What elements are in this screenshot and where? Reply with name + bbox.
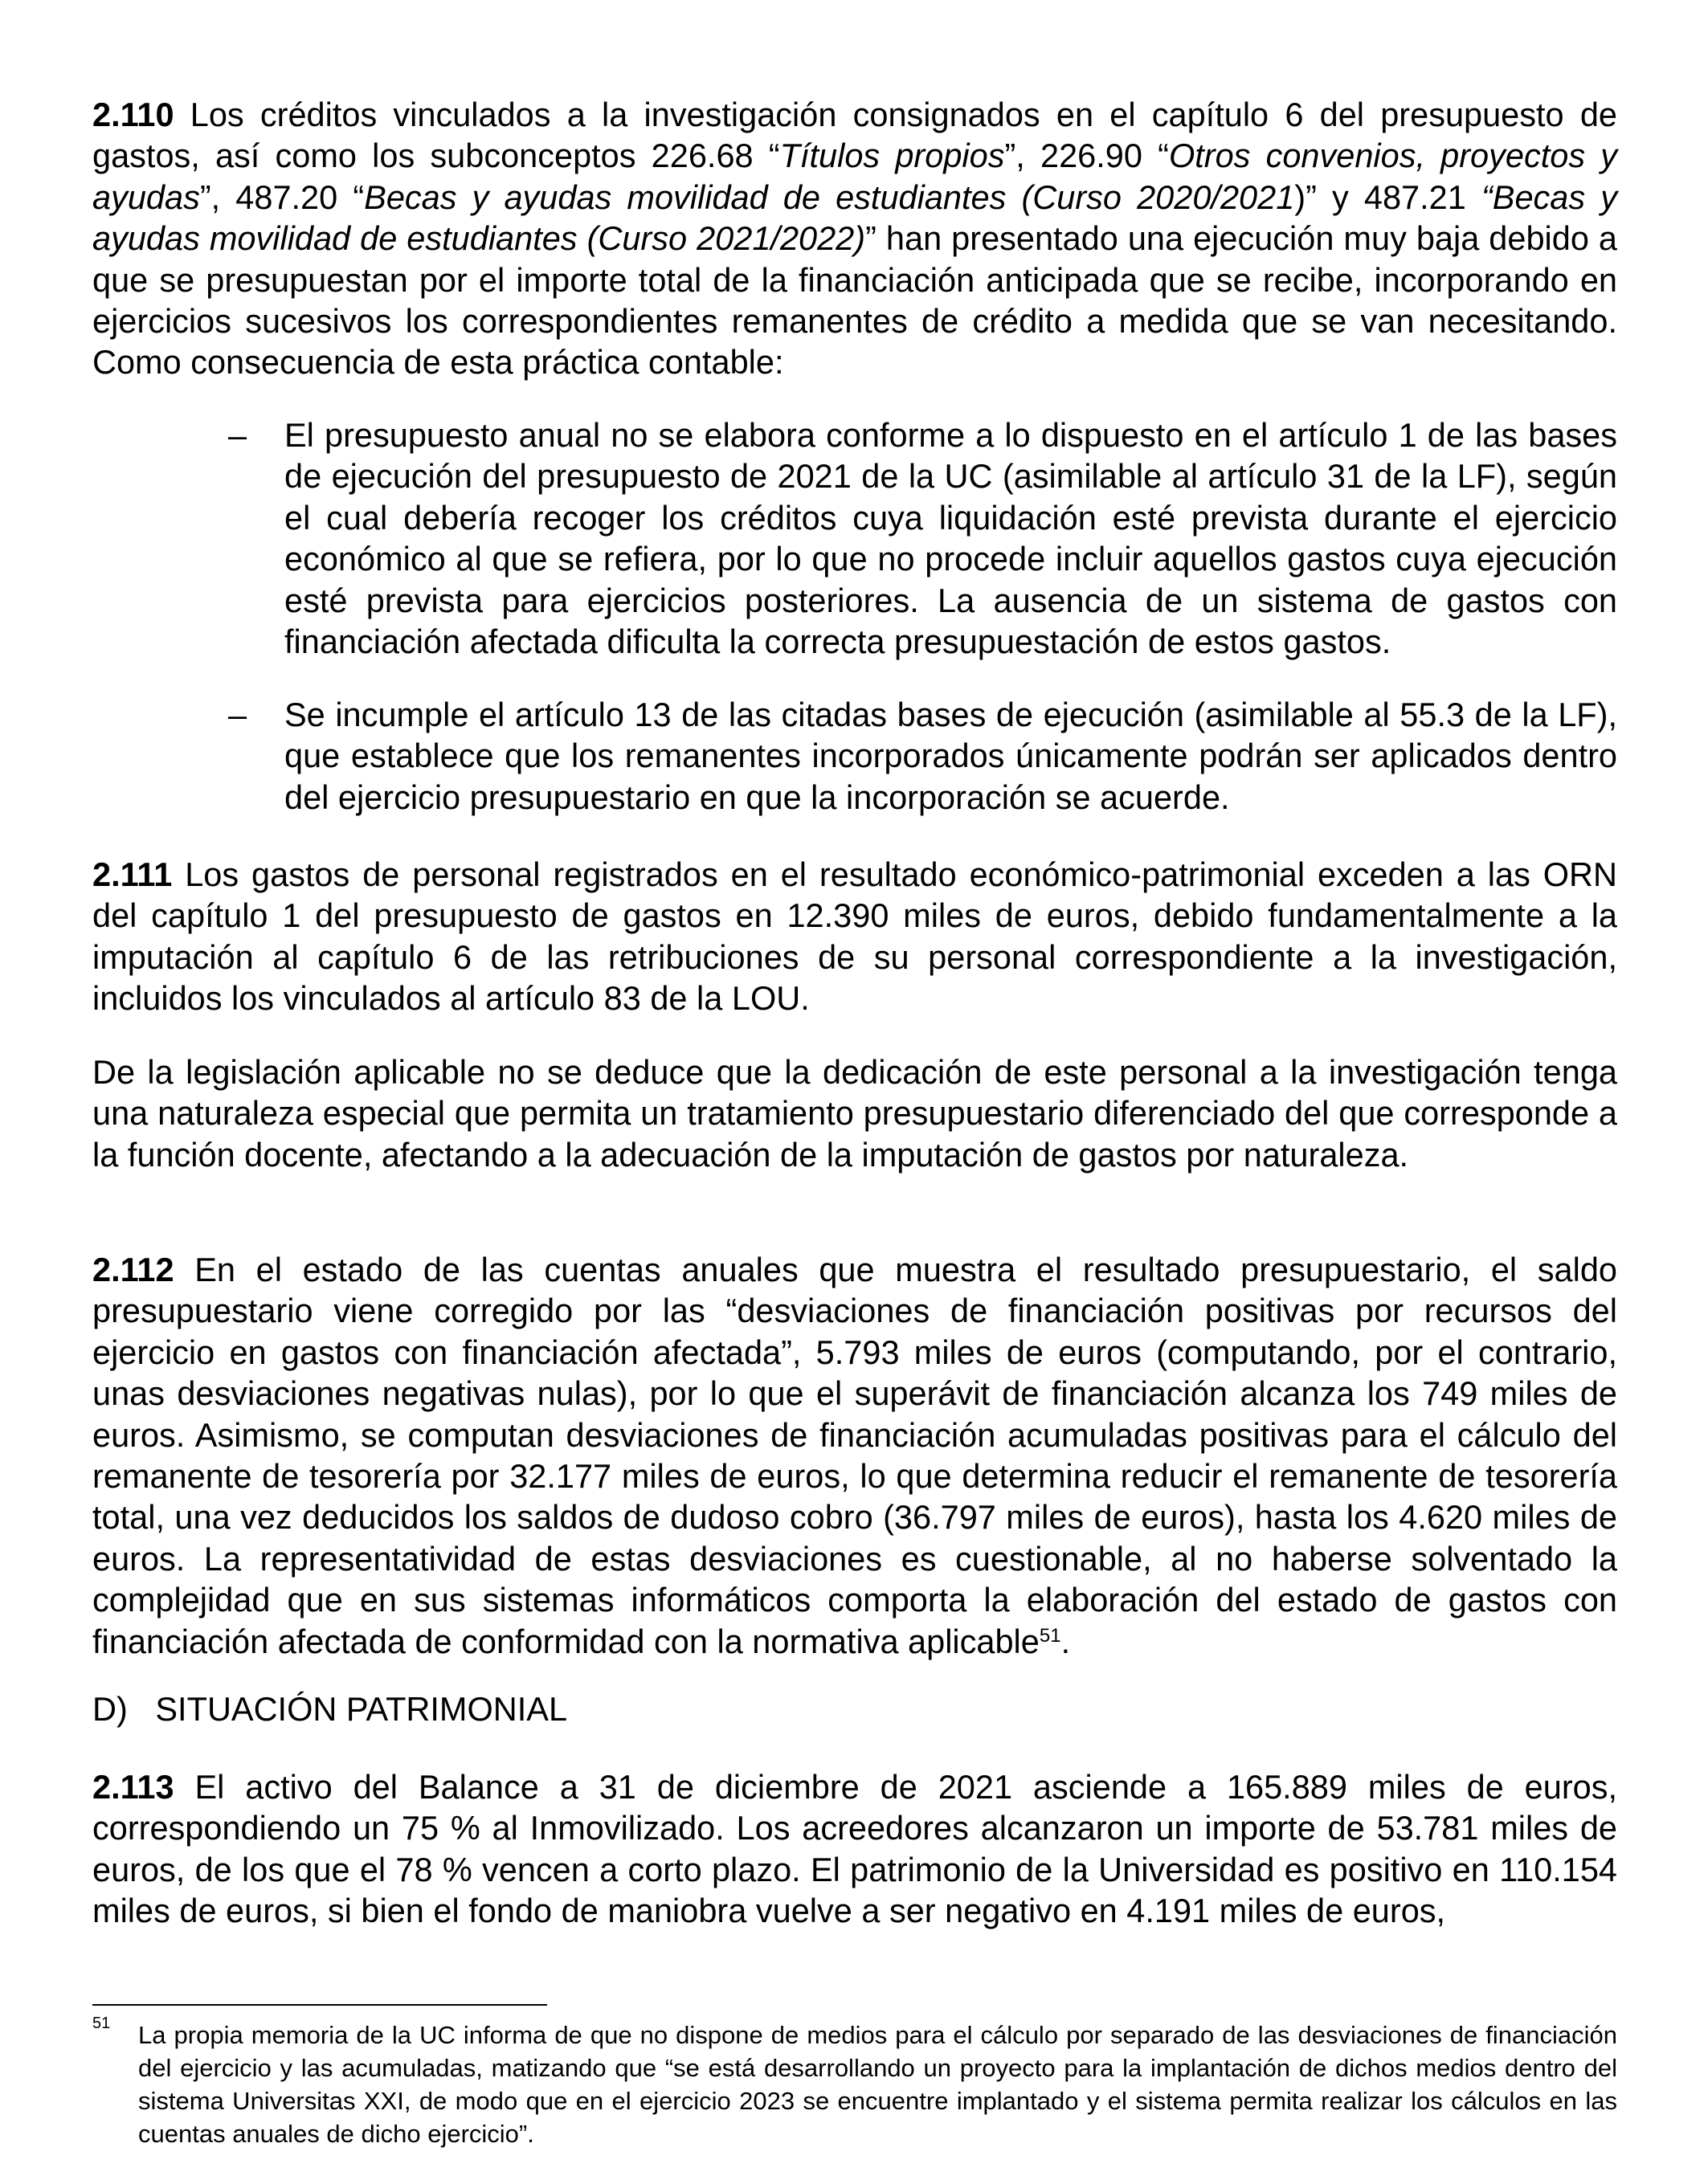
text: Los créditos vinculados a la investigación consignados en el capítulo 6 del presupuesto de gastos, así como los subconceptos 226.68 “: [92, 96, 1617, 175]
footnote-number: 51: [92, 2015, 111, 2032]
text: ” han presentado una ejecución muy baja debido a que se presupuestan por el importe total de la financiación anticipada que se recibe, incorporando en ejercicios sucesivos los correspondientes remanentes de crédito a medida que se van necesitando. Como consecuencia de esta práctica contable:: [92, 219, 1618, 382]
text: En el estado de las cuentas anuales que muestra el resultado presupuestario, el saldo presupuestario viene corregido por las “desviaciones de financiación positivas por recursos del ejercicio en gastos con financiación afectada”, 5.793 miles de euros (computando, por el contrario, unas desviaciones negativas nulas), por lo que el superávit de financiación alcanza los 749 miles de euros. Asimismo, se computan desviaciones de financiación acumuladas positivas para el cálculo del remanente de tesorería por 32.177 miles de euros, lo que determina reducir el remanente de tesorería total, una vez deducidos los saldos de dudoso cobro (36.797 miles de euros), hasta los 4.620 miles de euros. La representatividad de estas desviaciones es cuestionable, al no haberse solventado la complejidad que en sus sistemas informáticos comporta la elaboración del estado de gastos con financiación afectada de conformidad con la normativa aplicable: [92, 1251, 1617, 1660]
list-item: Se incumple el artículo 13 de las citadas bases de ejecución (asimilable al 55.3 de la LF), que establece que los remanentes incorporados únicamente podrán ser aplicados dentro del ejercicio presupuestario en que la incorporación se acuerde.: [284, 696, 1617, 816]
text: .: [1060, 1622, 1071, 1660]
footnote-text: La propia memoria de la UC informa de que no dispone de medios para el cálculo por separado de las desviaciones de financiación del ejercicio y las acumuladas, matizando que “se está desarrollando un proyecto para la implantación de dichos medios dentro del sistema Universitas XXI, de modo que en el ejercicio 2023 se encuentre implantado y el sistema permita realizar los cálculos en las cuentas anuales de dicho ejercicio”.: [138, 2021, 1617, 2148]
footnote-reference[interactable]: 51: [1039, 1624, 1061, 1647]
italic-text: Becas y ayudas movilidad de estudiantes (Curso 2020/2021: [364, 178, 1295, 216]
paragraph-2-110: [92, 94, 1617, 383]
italic-text: Otros convenios, proyectos y ayudas: [92, 137, 1618, 216]
list-item: El presupuesto anual no se elabora conforme a lo dispuesto en el artículo 1 de las bases de ejecución del presupuesto de 2021 de la UC (asimilable al artículo 31 de la LF), según el cual debería recoger los créditos cuya liquidación esté prevista durante el ejercicio económico al que se refiera, por lo que no procede incluir aquellos gastos cuya ejecución esté prevista para ejercicios posteriores. La ausencia de un sistema de gastos con financiación afectada dificulta la correcta presupuestación de estos gastos.: [284, 416, 1617, 661]
text: )” y 487.21: [1294, 178, 1481, 216]
italic-text: “Becas y ayudas movilidad de estudiantes (Curso 2021/2022): [92, 178, 1617, 258]
paragraph-number: 2.111: [92, 855, 173, 893]
footnote-separator: [92, 2004, 547, 2006]
text: ”, 487.20 “: [199, 178, 365, 216]
text: ”, 226.90 “: [1004, 137, 1169, 175]
paragraph-legislacion: De la legislación aplicable no se deduce que la dedicación de este personal a la investigación tenga una naturaleza especial que permita un tratamiento presupuestario diferenciado del que corresponde a la función docente, afectando a la adecuación de la imputación de gastos por naturaleza.: [92, 1053, 1617, 1174]
list-bullet: –: [228, 696, 247, 733]
text: El activo del Balance a 31 de diciembre de 2021 asciende a 165.889 miles de euros, correspondiendo un 75 % al Inmovilizado. Los acreedores alcanzaron un importe de 53.781 miles de euros, de los que el 78 % vencen a corto plazo. El patrimonio de la Universidad es positivo en 110.154 miles de euros, si bien el fondo de maniobra vuelve a ser negativo en 4.191 miles de euros,: [92, 1768, 1617, 1930]
italic-text: Títulos propios: [779, 137, 1005, 175]
paragraph-number: 2.112: [92, 1251, 174, 1288]
list-bullet: –: [228, 416, 247, 454]
paragraph-number: 2.113: [92, 1768, 174, 1806]
paragraph-2-113: [92, 1766, 1617, 1932]
paragraph-number: 2.110: [92, 96, 174, 133]
paragraph-2-112: [92, 1249, 1617, 1662]
paragraph-2-111: [92, 854, 1617, 1019]
text: Los gastos de personal registrados en el resultado económico-patrimonial exceden a las ORN del capítulo 1 del presupuesto de gastos en 12.390 miles de euros, debido fundamentalmente a la imputación al capítulo 6 de las retribuciones de su personal correspondiente a la investigación, incluidos los vinculados al artículo 83 de la LOU.: [92, 855, 1617, 1018]
section-heading: D) SITUACIÓN PATRIMONIAL: [92, 1690, 568, 1728]
